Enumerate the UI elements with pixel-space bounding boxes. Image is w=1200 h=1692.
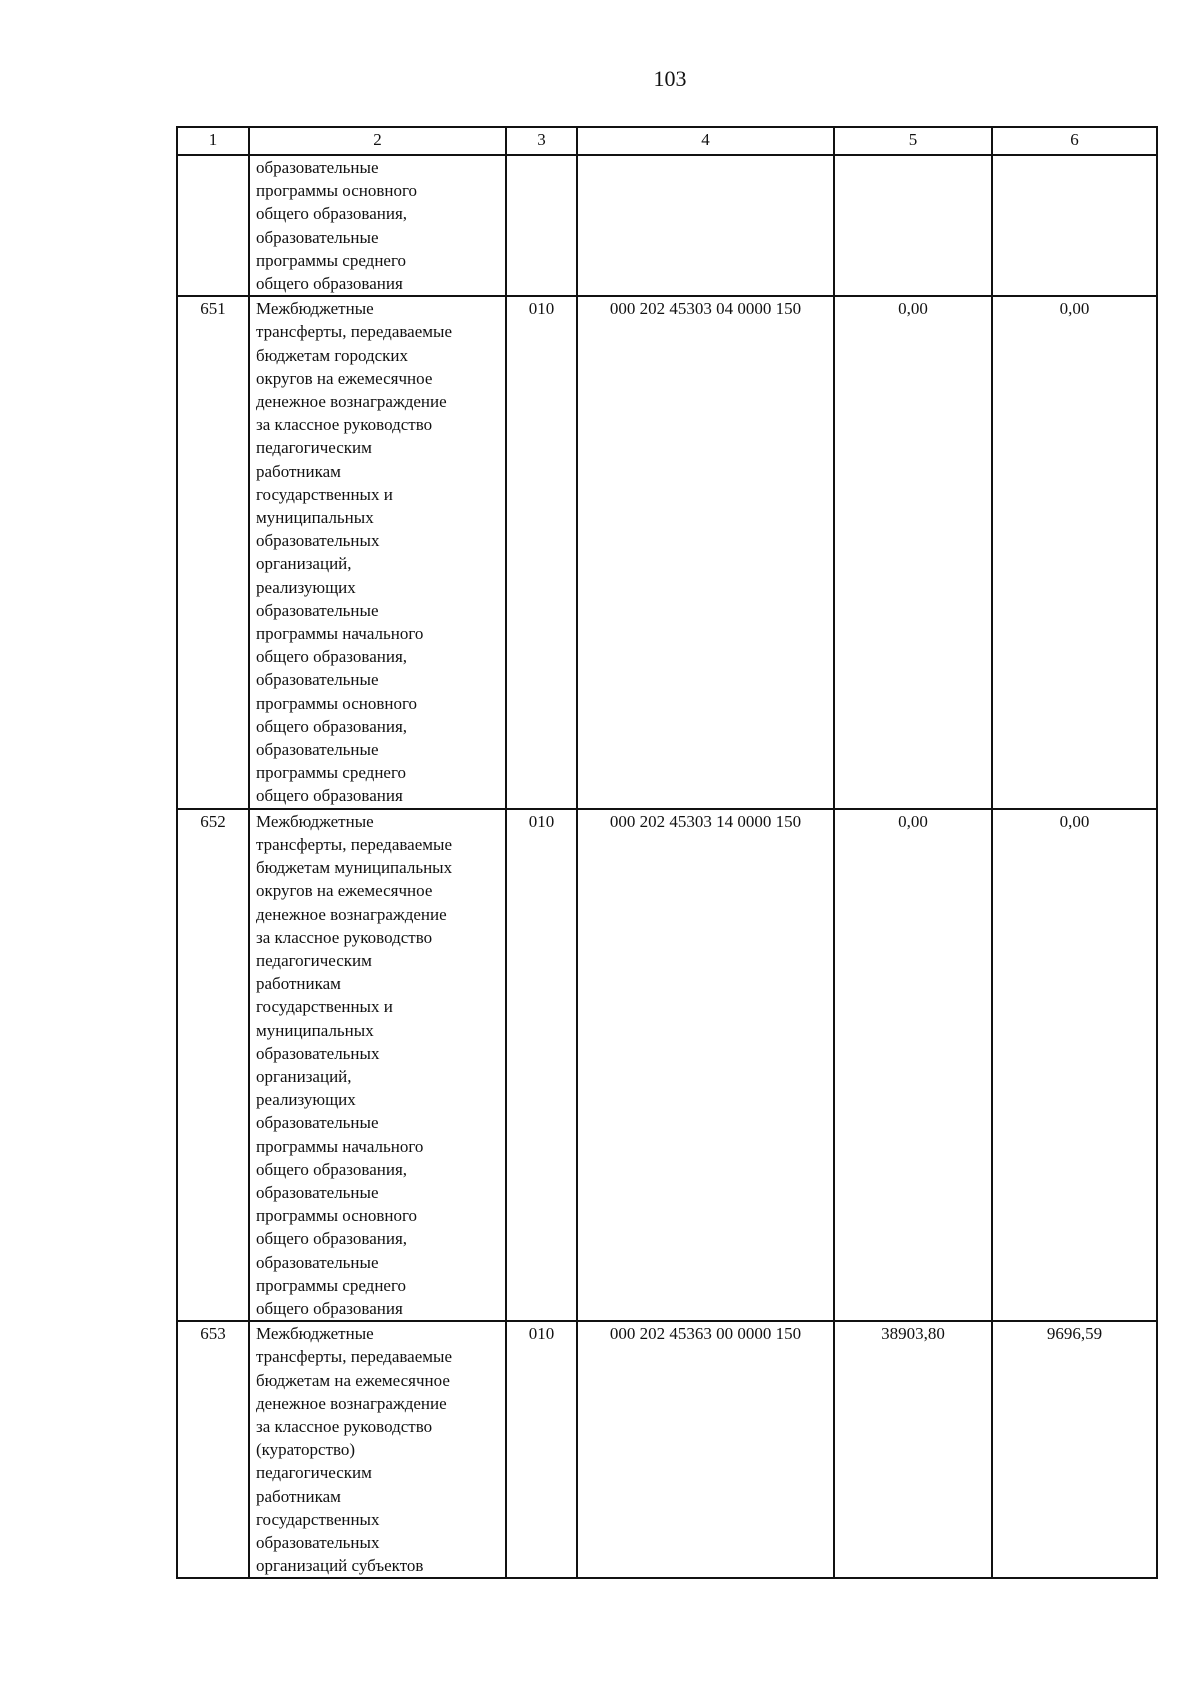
row-name-line: программы среднего — [256, 250, 407, 270]
row-name — [249, 296, 506, 808]
row-name-line: общего образования, — [256, 647, 408, 667]
row-name-line: трансферты, передаваемые — [256, 1347, 452, 1367]
row-name-line: реализующих — [256, 1090, 356, 1110]
table-row — [177, 296, 1157, 808]
row-name-line: общего образования — [256, 1298, 403, 1318]
row-name — [249, 155, 506, 296]
row-name-line: организаций, — [256, 554, 352, 574]
row-name — [249, 1321, 506, 1578]
row-name-line: муниципальных — [256, 1020, 374, 1040]
row-name-line: денежное вознаграждение — [256, 392, 447, 412]
row-name-line: бюджетам на ежемесячное — [256, 1370, 450, 1390]
row-value-5 — [834, 155, 992, 296]
row-name-line: общего образования — [256, 786, 403, 806]
row-value-6: 0,00 — [992, 296, 1157, 808]
column-header-4: 4 — [577, 127, 834, 155]
row-name-line: Межбюджетные — [256, 1324, 374, 1344]
row-name-line: педагогическим — [256, 438, 372, 458]
row-number: 651 — [177, 296, 249, 808]
row-name-line: образовательные — [256, 740, 379, 760]
row-name-line: образовательные — [256, 1113, 379, 1133]
row-name-line: денежное вознаграждение — [256, 904, 447, 924]
row-name-line: трансферты, передаваемые — [256, 834, 452, 854]
row-name-line: образовательных — [256, 1532, 380, 1552]
row-name-line: общего образования — [256, 274, 403, 294]
row-name-line: работникам — [256, 974, 341, 994]
row-name — [249, 809, 506, 1321]
row-number — [177, 155, 249, 296]
row-value-5: 38903,80 — [834, 1321, 992, 1578]
table-row — [177, 155, 1157, 296]
row-name-line: округов на ежемесячное — [256, 881, 433, 901]
row-name-line: программы начального — [256, 1136, 424, 1156]
row-name-line: организаций субъектов — [256, 1556, 424, 1576]
row-budget-classification-code: 000 202 45303 04 0000 150 — [577, 296, 834, 808]
table-row — [177, 1321, 1157, 1578]
row-name-line: государственных — [256, 1509, 380, 1529]
row-name-line: программы начального — [256, 624, 424, 644]
row-name-line: бюджетам муниципальных — [256, 858, 453, 878]
row-name-line: образовательные — [256, 600, 379, 620]
row-name-line: общего образования, — [256, 716, 408, 736]
row-code: 010 — [506, 1321, 577, 1578]
row-budget-classification-code: 000 202 45303 14 0000 150 — [577, 809, 834, 1321]
row-value-6 — [992, 155, 1157, 296]
row-name-line: бюджетам городских — [256, 345, 409, 365]
row-name-line: программы среднего — [256, 1275, 407, 1295]
row-name-line: программы основного — [256, 693, 418, 713]
row-value-5: 0,00 — [834, 809, 992, 1321]
row-name-line: государственных и — [256, 997, 393, 1017]
row-name-line: округов на ежемесячное — [256, 368, 433, 388]
row-name-line: Межбюджетные — [256, 299, 374, 319]
column-header-6: 6 — [992, 127, 1157, 155]
row-name-line: денежное вознаграждение — [256, 1393, 447, 1413]
row-budget-classification-code: 000 202 45363 00 0000 150 — [577, 1321, 834, 1578]
row-value-5: 0,00 — [834, 296, 992, 808]
row-name-line: муниципальных — [256, 508, 374, 528]
row-name-line: общего образования, — [256, 204, 408, 224]
row-name-line: образовательные — [256, 670, 379, 690]
table-header-row — [177, 127, 1157, 155]
row-name-line: реализующих — [256, 577, 356, 597]
row-value-6: 9696,59 — [992, 1321, 1157, 1578]
row-name-line: образовательные — [256, 227, 379, 247]
row-name-line: образовательных — [256, 1043, 380, 1063]
row-name-line: Межбюджетные — [256, 811, 374, 831]
budget-table — [176, 126, 1158, 1579]
row-code: 010 — [506, 809, 577, 1321]
column-header-5: 5 — [834, 127, 992, 155]
row-name-line: за классное руководство — [256, 1416, 433, 1436]
row-name-line: программы основного — [256, 1206, 418, 1226]
row-name-line: работникам — [256, 1486, 341, 1506]
row-name-line: образовательные — [256, 1252, 379, 1272]
row-name-line: образовательных — [256, 531, 380, 551]
table-row — [177, 809, 1157, 1321]
row-name-line: за классное руководство — [256, 927, 433, 947]
row-name-line: государственных и — [256, 484, 393, 504]
row-code: 010 — [506, 296, 577, 808]
row-name-line: работникам — [256, 461, 341, 481]
row-name-line: трансферты, передаваемые — [256, 322, 452, 342]
row-name-line: организаций, — [256, 1066, 352, 1086]
row-code — [506, 155, 577, 296]
row-name-line: программы среднего — [256, 763, 407, 783]
column-header-1: 1 — [177, 127, 249, 155]
row-name-line: программы основного — [256, 181, 418, 201]
row-number: 653 — [177, 1321, 249, 1578]
column-header-2: 2 — [249, 127, 506, 155]
row-name-line: педагогическим — [256, 950, 372, 970]
page-number: 103 — [653, 66, 687, 91]
row-name-line: образовательные — [256, 1182, 379, 1202]
row-name-line: (кураторство) — [256, 1440, 356, 1460]
column-header-3: 3 — [506, 127, 577, 155]
row-name-line: общего образования, — [256, 1229, 408, 1249]
table-body — [177, 155, 1157, 1578]
row-value-6: 0,00 — [992, 809, 1157, 1321]
row-number: 652 — [177, 809, 249, 1321]
row-name-line: за классное руководство — [256, 415, 433, 435]
row-budget-classification-code — [577, 155, 834, 296]
row-name-line: педагогическим — [256, 1463, 372, 1483]
row-name-line: образовательные — [256, 158, 379, 177]
row-name-line: общего образования, — [256, 1159, 408, 1179]
